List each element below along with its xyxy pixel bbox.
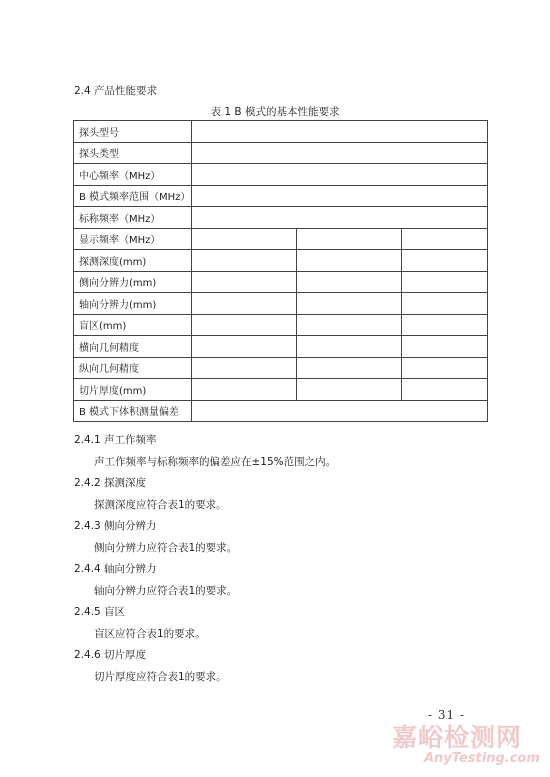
value-cell [402,228,488,250]
subsection-text: 盲区应符合表1的要求。 [94,628,206,640]
table-row [74,142,488,164]
row-label: 横向几何精度 [74,336,192,358]
table-row [74,293,488,315]
subsection-text: 侧向分辨力应符合表1的要求。 [94,542,238,554]
table-row [74,185,488,207]
subsection-text: 切片厚度应符合表1的要求。 [94,671,227,683]
table-row [74,228,488,250]
subsection-text: 轴向分辨力应符合表1的要求。 [94,585,238,597]
value-cell [192,164,488,186]
value-cell [402,271,488,293]
subsection-text: 声工作频率与标称频率的偏差应在±15%范围之内。 [94,456,337,468]
value-cell [192,336,297,358]
table-row [74,314,488,336]
table-row [74,357,488,379]
value-cell [192,293,297,315]
value-cell [297,314,402,336]
value-cell [297,271,402,293]
table-row [74,271,488,293]
value-cell [297,379,402,401]
watermark-logo-subtext: AnyTesting.com [424,751,540,766]
row-label: B 模式频率范围（MHz） [74,185,192,207]
value-cell [402,293,488,315]
value-cell [192,379,297,401]
table-row [74,121,488,143]
subsection-heading: 2.4.3 侧向分辨力 [74,520,157,532]
table-row [74,164,488,186]
subsection-heading: 2.4.4 轴向分辨力 [74,563,157,575]
row-label: 显示频率（MHz） [74,228,192,250]
row-label: 中心频率（MHz） [74,164,192,186]
value-cell [192,271,297,293]
value-cell [402,379,488,401]
row-label: 探测深度(mm) [74,250,192,272]
performance-table [73,120,488,422]
value-cell [402,250,488,272]
value-cell [402,336,488,358]
row-label: 标称频率（MHz） [74,207,192,229]
value-cell [297,336,402,358]
value-cell [192,357,297,379]
row-label: B 模式下体积测量偏差 [74,400,192,422]
value-cell [192,207,488,229]
table-row [74,207,488,229]
table-row [74,379,488,401]
value-cell [192,314,297,336]
value-cell [297,228,402,250]
row-label: 探头型号 [74,121,192,143]
value-cell [402,314,488,336]
value-cell [192,400,488,422]
value-cell [297,293,402,315]
table-row [74,250,488,272]
value-cell [192,250,297,272]
table-row [74,400,488,422]
row-label: 轴向分辨力(mm) [74,293,192,315]
section-title: 2.4 产品性能要求 [74,85,158,97]
value-cell [192,228,297,250]
subsection-heading: 2.4.1 声工作频率 [74,434,157,446]
row-label: 侧向分辨力(mm) [74,271,192,293]
page-number: - 31 - [428,708,466,722]
watermark-logo-text: 嘉峪检测网 [392,723,523,752]
subsection-text: 探测深度应符合表1的要求。 [94,499,227,511]
row-label: 盲区(mm) [74,314,192,336]
value-cell [402,357,488,379]
subsection-heading: 2.4.6 切片厚度 [74,649,147,661]
table-row [74,336,488,358]
row-label: 切片厚度(mm) [74,379,192,401]
value-cell [297,250,402,272]
value-cell [297,357,402,379]
value-cell [192,142,488,164]
table-caption: 表 1 B 模式的基本性能要求 [210,106,340,118]
subsection-heading: 2.4.2 探测深度 [74,477,147,489]
row-label: 纵向几何精度 [74,357,192,379]
subsection-heading: 2.4.5 盲区 [74,606,126,618]
value-cell [192,185,488,207]
value-cell [192,121,488,143]
row-label: 探头类型 [74,142,192,164]
